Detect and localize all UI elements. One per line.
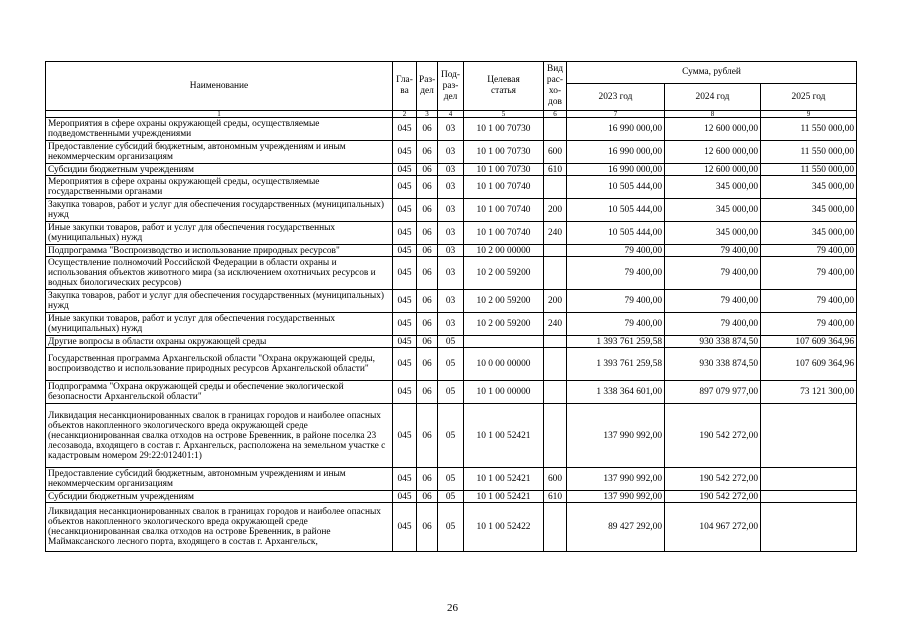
- row-target-article: 10 1 00 70740: [464, 176, 544, 199]
- row-expense-type: 240: [544, 222, 567, 245]
- row-expense-type: 610: [544, 164, 567, 176]
- header-celevaya: [464, 62, 544, 111]
- row-name: Иные закупки товаров, работ и услуг для обеспечения государственных (муниципальных) нужд: [46, 222, 393, 245]
- row-target-article: 10 1 00 70730: [464, 164, 544, 176]
- row-podrazdel: 03: [438, 222, 464, 245]
- row-razdel: 06: [417, 491, 438, 503]
- row-podrazdel: 03: [438, 245, 464, 257]
- row-podrazdel: 05: [438, 381, 464, 404]
- row-razdel: 06: [417, 141, 438, 164]
- row-name: Закупка товаров, работ и услуг для обеспечения государственных (муниципальных) нужд: [46, 199, 393, 222]
- column-number: 1: [46, 111, 393, 118]
- table-row: [46, 381, 857, 404]
- row-sum-2025: 11 550 000,00: [761, 164, 857, 176]
- row-sum-2024: 190 542 272,00: [665, 491, 761, 503]
- row-name: Мероприятия в сфере охраны окружающей среды, осуществляемые государственными органами: [46, 176, 393, 199]
- header-2025: 2025 год: [761, 84, 857, 111]
- row-glava: 045: [393, 468, 417, 491]
- table-row: [46, 164, 857, 176]
- header-glava-text: Гла- ва: [396, 75, 413, 96]
- row-podrazdel: 03: [438, 176, 464, 199]
- column-number: 6: [544, 111, 567, 118]
- row-target-article: 10 1 00 52422: [464, 503, 544, 552]
- row-sum-2023: 79 400,00: [567, 245, 665, 257]
- table-row: [46, 176, 857, 199]
- row-name: Предоставление субсидий бюджетным, автономным учреждениям и иным некоммерческим организациям: [46, 141, 393, 164]
- table-row: [46, 404, 857, 468]
- row-glava: 045: [393, 141, 417, 164]
- table-row: [46, 491, 857, 503]
- row-sum-2023: 10 505 444,00: [567, 199, 665, 222]
- table-row: [46, 222, 857, 245]
- header-razdel: [417, 62, 438, 111]
- row-sum-2023: 16 990 000,00: [567, 164, 665, 176]
- row-expense-type: 610: [544, 491, 567, 503]
- column-number: 8: [665, 111, 761, 118]
- row-sum-2024: 79 400,00: [665, 290, 761, 313]
- row-target-article: 10 2 00 59200: [464, 313, 544, 336]
- row-name: Осуществление полномочий Российской Федерации в области охраны и использования объектов животного мира (за исключением охотничьих ресурсов и водных биологических ресурсов): [46, 257, 393, 290]
- row-razdel: 06: [417, 503, 438, 552]
- row-podrazdel: 03: [438, 313, 464, 336]
- row-sum-2025: 107 609 364,96: [761, 348, 857, 381]
- row-podrazdel: 03: [438, 164, 464, 176]
- row-expense-type: 600: [544, 141, 567, 164]
- table-row: [46, 141, 857, 164]
- row-target-article: 10 2 00 59200: [464, 290, 544, 313]
- table-row: [46, 348, 857, 381]
- budget-table-body: [46, 118, 857, 552]
- row-razdel: 06: [417, 245, 438, 257]
- row-sum-2023: 79 400,00: [567, 313, 665, 336]
- row-glava: 045: [393, 336, 417, 348]
- header-name: Наименование: [46, 62, 393, 111]
- row-sum-2025: [761, 491, 857, 503]
- row-glava: 045: [393, 164, 417, 176]
- row-expense-type: [544, 381, 567, 404]
- row-name: Другие вопросы в области охраны окружающей среды: [46, 336, 393, 348]
- row-target-article: 10 1 00 70740: [464, 222, 544, 245]
- row-expense-type: [544, 348, 567, 381]
- row-glava: 045: [393, 222, 417, 245]
- row-razdel: 06: [417, 257, 438, 290]
- row-sum-2023: 137 990 992,00: [567, 468, 665, 491]
- row-sum-2024: 12 600 000,00: [665, 141, 761, 164]
- row-razdel: 06: [417, 468, 438, 491]
- row-name: Государственная программа Архангельской области "Охрана окружающей среды, воспроизводство и использование природных ресурсов Архангельской области": [46, 348, 393, 381]
- row-sum-2024: 12 600 000,00: [665, 164, 761, 176]
- row-podrazdel: 03: [438, 199, 464, 222]
- table-row: [46, 290, 857, 313]
- row-sum-2025: 11 550 000,00: [761, 118, 857, 141]
- column-number: 2: [393, 111, 417, 118]
- row-glava: 045: [393, 199, 417, 222]
- row-name: Подпрограмма "Воспроизводство и использование природных ресурсов": [46, 245, 393, 257]
- row-sum-2025: [761, 468, 857, 491]
- row-name: Ликвидация несанкционированных свалок в границах городов и наиболее опасных объектов накопленного экологического вреда окружающей среде (несанкционированная свалка отходов на острове Бревенник, в районе поселка 23 лесозавода, входящего в состав г. Архангельск, расположена на земельном участке с кадастровым номером 29:22:012401:1): [46, 404, 393, 468]
- row-target-article: 10 0 00 00000: [464, 348, 544, 381]
- column-number: 3: [417, 111, 438, 118]
- row-glava: 045: [393, 176, 417, 199]
- row-podrazdel: 05: [438, 404, 464, 468]
- row-glava: 045: [393, 404, 417, 468]
- row-sum-2023: 10 505 444,00: [567, 176, 665, 199]
- row-sum-2023: 89 427 292,00: [567, 503, 665, 552]
- row-expense-type: 200: [544, 290, 567, 313]
- column-numbers-row: [46, 111, 857, 118]
- row-glava: 045: [393, 491, 417, 503]
- row-expense-type: [544, 257, 567, 290]
- row-glava: 045: [393, 381, 417, 404]
- row-sum-2025: 107 609 364,96: [761, 336, 857, 348]
- row-target-article: 10 1 00 00000: [464, 381, 544, 404]
- row-razdel: 06: [417, 176, 438, 199]
- row-target-article: 10 2 00 00000: [464, 245, 544, 257]
- table-row: [46, 503, 857, 552]
- row-sum-2024: 345 000,00: [665, 222, 761, 245]
- column-number: 5: [464, 111, 544, 118]
- row-name: Субсидии бюджетным учреждениям: [46, 491, 393, 503]
- header-podrazdel-text: Под- раз- дел: [440, 69, 461, 102]
- row-expense-type: 240: [544, 313, 567, 336]
- row-sum-2023: 79 400,00: [567, 257, 665, 290]
- row-sum-2025: 79 400,00: [761, 245, 857, 257]
- row-podrazdel: 05: [438, 491, 464, 503]
- row-sum-2023: 137 990 992,00: [567, 491, 665, 503]
- row-sum-2024: 930 338 874,50: [665, 348, 761, 381]
- row-expense-type: [544, 503, 567, 552]
- row-podrazdel: 03: [438, 257, 464, 290]
- row-glava: 045: [393, 348, 417, 381]
- row-expense-type: 600: [544, 468, 567, 491]
- row-podrazdel: 05: [438, 336, 464, 348]
- table-row: [46, 199, 857, 222]
- row-sum-2025: 73 121 300,00: [761, 381, 857, 404]
- row-name: Субсидии бюджетным учреждениям: [46, 164, 393, 176]
- header-summa: Сумма, рублей: [567, 62, 857, 84]
- row-podrazdel: 03: [438, 118, 464, 141]
- row-sum-2023: 79 400,00: [567, 290, 665, 313]
- row-podrazdel: 03: [438, 141, 464, 164]
- row-name: Закупка товаров, работ и услуг для обеспечения государственных (муниципальных) нужд: [46, 290, 393, 313]
- row-sum-2024: 79 400,00: [665, 257, 761, 290]
- row-target-article: 10 1 00 52421: [464, 404, 544, 468]
- header-celevaya-text: Целевая статья: [487, 75, 520, 96]
- row-name: Мероприятия в сфере охраны окружающей среды, осуществляемые подведомственными учреждениями: [46, 118, 393, 141]
- row-sum-2024: 897 079 977,00: [665, 381, 761, 404]
- row-target-article: 10 1 00 70740: [464, 199, 544, 222]
- page-number: 26: [447, 602, 458, 614]
- row-sum-2024: 190 542 272,00: [665, 468, 761, 491]
- row-sum-2025: 345 000,00: [761, 222, 857, 245]
- header-2023: 2023 год: [567, 84, 665, 111]
- row-name: Предоставление субсидий бюджетным, автономным учреждениям и иным некоммерческим организациям: [46, 468, 393, 491]
- row-sum-2024: 190 542 272,00: [665, 404, 761, 468]
- row-target-article: 10 2 00 59200: [464, 257, 544, 290]
- row-sum-2025: 79 400,00: [761, 257, 857, 290]
- row-expense-type: [544, 404, 567, 468]
- row-razdel: 06: [417, 348, 438, 381]
- header-razdel-text: Раз- дел: [419, 75, 436, 96]
- row-podrazdel: 05: [438, 503, 464, 552]
- row-expense-type: [544, 336, 567, 348]
- table-row: [46, 118, 857, 141]
- row-podrazdel: 05: [438, 348, 464, 381]
- row-expense-type: 200: [544, 199, 567, 222]
- row-expense-type: [544, 245, 567, 257]
- row-sum-2024: 79 400,00: [665, 313, 761, 336]
- row-razdel: 06: [417, 118, 438, 141]
- row-glava: 045: [393, 313, 417, 336]
- header-podrazdel: [438, 62, 464, 111]
- row-sum-2025: 345 000,00: [761, 176, 857, 199]
- row-sum-2024: 104 967 272,00: [665, 503, 761, 552]
- row-podrazdel: 05: [438, 468, 464, 491]
- row-target-article: 10 1 00 52421: [464, 491, 544, 503]
- row-razdel: 06: [417, 336, 438, 348]
- table-row: [46, 313, 857, 336]
- header-vid-text: Вид рас- хо- дов: [546, 64, 564, 107]
- row-glava: 045: [393, 245, 417, 257]
- row-sum-2025: 345 000,00: [761, 199, 857, 222]
- row-razdel: 06: [417, 313, 438, 336]
- row-razdel: 06: [417, 164, 438, 176]
- row-target-article: 10 1 00 70730: [464, 141, 544, 164]
- row-razdel: 06: [417, 290, 438, 313]
- header-2024: 2024 год: [665, 84, 761, 111]
- row-glava: 045: [393, 257, 417, 290]
- table-row: [46, 468, 857, 491]
- row-sum-2023: 1 393 761 259,58: [567, 348, 665, 381]
- row-podrazdel: 03: [438, 290, 464, 313]
- row-target-article: [464, 336, 544, 348]
- row-razdel: 06: [417, 199, 438, 222]
- budget-table: [45, 61, 857, 552]
- table-row: [46, 245, 857, 257]
- row-sum-2024: 930 338 874,50: [665, 336, 761, 348]
- row-sum-2023: 16 990 000,00: [567, 118, 665, 141]
- row-sum-2025: [761, 503, 857, 552]
- column-number: 9: [761, 111, 857, 118]
- row-sum-2024: 345 000,00: [665, 176, 761, 199]
- row-sum-2025: 79 400,00: [761, 313, 857, 336]
- row-name: Подпрограмма "Охрана окружающей среды и обеспечение экологической безопасности Архангельской области": [46, 381, 393, 404]
- row-sum-2023: 137 990 992,00: [567, 404, 665, 468]
- row-glava: 045: [393, 290, 417, 313]
- header-glava: [393, 62, 417, 111]
- table-row: [46, 336, 857, 348]
- row-sum-2025: [761, 404, 857, 468]
- header-vid: [544, 62, 567, 111]
- row-razdel: 06: [417, 404, 438, 468]
- row-glava: 045: [393, 118, 417, 141]
- column-number: 7: [567, 111, 665, 118]
- row-sum-2024: 12 600 000,00: [665, 118, 761, 141]
- row-sum-2023: 16 990 000,00: [567, 141, 665, 164]
- row-sum-2023: 1 338 364 601,00: [567, 381, 665, 404]
- row-target-article: 10 1 00 52421: [464, 468, 544, 491]
- row-sum-2025: 11 550 000,00: [761, 141, 857, 164]
- row-razdel: 06: [417, 381, 438, 404]
- row-sum-2025: 79 400,00: [761, 290, 857, 313]
- column-number: 4: [438, 111, 464, 118]
- table-row: [46, 257, 857, 290]
- row-glava: 045: [393, 503, 417, 552]
- row-name: Ликвидация несанкционированных свалок в границах городов и наиболее опасных объектов накопленного экологического вреда окружающей среде (несанкционированная свалка отходов на острове Бревенник, в районе Маймаксанского лесного порта, входящего в состав г. Архангельск,: [46, 503, 393, 552]
- row-sum-2024: 345 000,00: [665, 199, 761, 222]
- row-target-article: 10 1 00 70730: [464, 118, 544, 141]
- row-sum-2023: 1 393 761 259,58: [567, 336, 665, 348]
- row-expense-type: [544, 176, 567, 199]
- row-sum-2024: 79 400,00: [665, 245, 761, 257]
- row-razdel: 06: [417, 222, 438, 245]
- row-sum-2023: 10 505 444,00: [567, 222, 665, 245]
- row-expense-type: [544, 118, 567, 141]
- row-name: Иные закупки товаров, работ и услуг для обеспечения государственных (муниципальных) нужд: [46, 313, 393, 336]
